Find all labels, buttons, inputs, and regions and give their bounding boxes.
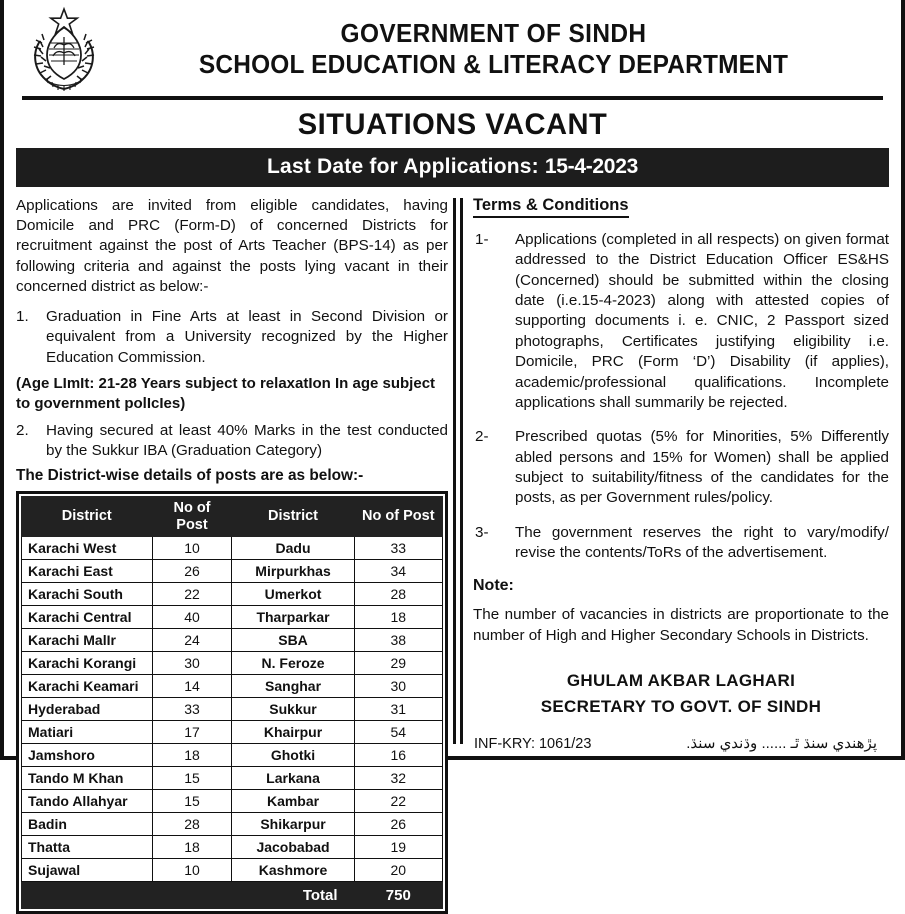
- divider-line-2: [460, 198, 463, 744]
- terms-number: 3-: [475, 523, 489, 541]
- cell-posts-1: 18: [152, 836, 232, 859]
- terms-and-conditions-title: Terms & Conditions: [473, 196, 629, 218]
- total-value: 750: [354, 882, 442, 909]
- cell-district-1: Thatta: [22, 836, 153, 859]
- district-posts-table: [21, 496, 443, 909]
- cell-district-1: Hyderabad: [22, 698, 153, 721]
- cell-posts-1: 40: [152, 606, 232, 629]
- district-posts-table-wrapper: [16, 491, 448, 914]
- cell-district-2: Khairpur: [232, 721, 354, 744]
- cell-district-2: Mirpurkhas: [232, 560, 354, 583]
- cell-posts-1: 28: [152, 813, 232, 836]
- divider-line-1: [453, 198, 456, 744]
- cell-district-2: Larkana: [232, 767, 354, 790]
- table-row: [22, 652, 443, 675]
- cell-district-1: Karachi MalIr: [22, 629, 153, 652]
- page-header: [4, 0, 901, 94]
- cell-district-2: Dadu: [232, 537, 354, 560]
- header-titles: [110, 18, 887, 79]
- table-row: [22, 537, 443, 560]
- cell-posts-1: 22: [152, 583, 232, 606]
- cell-district-1: Tando M Khan: [22, 767, 153, 790]
- cell-posts-2: 16: [354, 744, 442, 767]
- terms-item: [473, 427, 889, 508]
- cell-posts-2: 20: [354, 859, 442, 882]
- cell-district-1: Matiari: [22, 721, 153, 744]
- cell-posts-1: 17: [152, 721, 232, 744]
- cell-posts-2: 28: [354, 583, 442, 606]
- terms-list: [473, 230, 889, 563]
- cell-posts-2: 26: [354, 813, 442, 836]
- criteria-number: 1.: [16, 308, 29, 326]
- column-header-posts-2: No of Post: [354, 497, 442, 537]
- cell-posts-1: 15: [152, 790, 232, 813]
- cell-district-2: Jacobabad: [232, 836, 354, 859]
- table-row: [22, 675, 443, 698]
- cell-posts-2: 30: [354, 675, 442, 698]
- situations-vacant-title: SITUATIONS VACANT: [297, 108, 608, 141]
- table-header: [22, 497, 443, 537]
- cell-posts-2: 31: [354, 698, 442, 721]
- cell-district-1: Karachi East: [22, 560, 153, 583]
- cell-district-1: Karachi South: [22, 583, 153, 606]
- cell-posts-1: 30: [152, 652, 232, 675]
- table-row: [22, 790, 443, 813]
- cell-district-2: Sukkur: [232, 698, 354, 721]
- table-row: [22, 813, 443, 836]
- cell-district-2: Umerkot: [232, 583, 354, 606]
- terms-item: [473, 523, 889, 564]
- cell-posts-2: 34: [354, 560, 442, 583]
- last-date-value: 15-4-2023: [544, 155, 638, 178]
- last-date-banner: [16, 148, 889, 187]
- criteria-item: [16, 421, 448, 461]
- table-footer: [22, 882, 443, 909]
- cell-district-1: Karachi Korangi: [22, 652, 153, 675]
- cell-district-1: Jamshoro: [22, 744, 153, 767]
- column-header-posts-1: No of Post: [152, 497, 232, 537]
- cell-district-2: Ghotki: [232, 744, 354, 767]
- table-row: [22, 560, 443, 583]
- department-title: SCHOOL EDUCATION & LITERACY DEPARTMENT: [198, 49, 789, 79]
- government-of-sindh-emblem-icon: [18, 3, 110, 95]
- criteria-text: Having secured at least 40% Marks in the test conducted by the Sukkur IBA (Graduation Category): [46, 421, 448, 459]
- total-row: [22, 882, 443, 909]
- table-row: [22, 767, 443, 790]
- cell-posts-2: 29: [354, 652, 442, 675]
- intro-paragraph: Applications are invited from eligible candidates, having Domicile and PRC (Form-D) of concerned Districts for recruitment against the post of Arts Teacher (BPS-14) as per following criteria and against the posts lying vacant in their concerned district as below:-: [16, 197, 448, 295]
- cell-posts-2: 33: [354, 537, 442, 560]
- table-row: [22, 606, 443, 629]
- cell-district-2: Kashmore: [232, 859, 354, 882]
- inf-reference: INF-KRY: 1061/23: [474, 736, 592, 752]
- terms-text: Prescribed quotas (5% for Minorities, 5% Differently abled persons and 15% for Women) shall be applied subject to suitability/fitness of the candidates for the posts, as per Government rules/policy.: [515, 428, 889, 507]
- cell-posts-2: 18: [354, 606, 442, 629]
- cell-district-1: Badin: [22, 813, 153, 836]
- cell-district-1: Karachi Keamari: [22, 675, 153, 698]
- terms-item: [473, 230, 889, 413]
- right-column: [468, 196, 889, 914]
- cell-district-1: Karachi Central: [22, 606, 153, 629]
- eligibility-criteria-list: [16, 307, 448, 368]
- column-header-district-2: District: [232, 497, 354, 537]
- cell-posts-1: 10: [152, 859, 232, 882]
- criteria-item: [16, 307, 448, 368]
- cell-posts-1: 33: [152, 698, 232, 721]
- district-details-lead: The District-wise details of posts are as below:-: [16, 467, 364, 485]
- terms-number: 2-: [475, 428, 489, 446]
- note-body: The number of vacancies in districts are proportionate to the number of High and Higher Secondary Schools in Districts.: [473, 606, 889, 644]
- table-row: [22, 859, 443, 882]
- cell-district-2: Sanghar: [232, 675, 354, 698]
- terms-text: Applications (completed in all respects) on given format addressed to the District Education Officer ES&HS (Concerned) should be submitted within the closing date (i.e.15-4-2023) along with attested copies of supporting documents i. e. CNIC, 2 Passport sized photographs, Certificates justifying eligibility i.e. Domicile, PRC (Form ‘D’) Disability (if applies), academic/professional qualifications. Incomplete applications shall summarily be rejected.: [515, 231, 889, 411]
- cell-district-2: Kambar: [232, 790, 354, 813]
- column-header-district-1: District: [22, 497, 153, 537]
- table-row: [22, 698, 443, 721]
- cell-posts-2: 22: [354, 790, 442, 813]
- table-body: [22, 537, 443, 882]
- cell-district-2: N. Feroze: [232, 652, 354, 675]
- terms-text: The government reserves the right to vary/modify/ revise the contents/ToRs of the advertisement.: [515, 523, 889, 562]
- body-columns: [4, 187, 901, 914]
- table-row: [22, 836, 443, 859]
- cell-posts-1: 24: [152, 629, 232, 652]
- cell-posts-1: 18: [152, 744, 232, 767]
- last-date-label: Last Date for Applications:: [267, 155, 539, 178]
- cell-posts-1: 14: [152, 675, 232, 698]
- table-header-row: [22, 497, 443, 537]
- government-title: GOVERNMENT OF SINDH: [340, 18, 647, 49]
- cell-posts-2: 54: [354, 721, 442, 744]
- cell-district-2: Tharparkar: [232, 606, 354, 629]
- cell-posts-2: 38: [354, 629, 442, 652]
- table-row: [22, 583, 443, 606]
- total-label: Total: [22, 882, 355, 909]
- page-footer: [4, 734, 901, 752]
- column-divider: [448, 196, 468, 914]
- cell-posts-1: 10: [152, 537, 232, 560]
- eligibility-criteria-list-2: [16, 421, 448, 461]
- cell-district-1: Sujawal: [22, 859, 153, 882]
- age-limit-note: (Age LImIt: 21-28 Years subject to relaxatIon In age subject to government polIcIes): [16, 374, 436, 412]
- signatory-name: GHULAM AKBAR LAGHARI: [566, 671, 796, 691]
- criteria-text: Graduation in Fine Arts at least in Second Division or equivalent from a University recognized by the Higher Education Commission.: [46, 308, 448, 366]
- criteria-number: 2.: [16, 421, 29, 439]
- table-row: [22, 629, 443, 652]
- signatory-block: [473, 668, 889, 719]
- note-title: Note:: [473, 577, 514, 595]
- cell-posts-2: 32: [354, 767, 442, 790]
- terms-number: 1-: [475, 231, 489, 248]
- cell-district-1: Karachi West: [22, 537, 153, 560]
- cell-district-2: SBA: [232, 629, 354, 652]
- cell-posts-1: 26: [152, 560, 232, 583]
- cell-posts-1: 15: [152, 767, 232, 790]
- signatory-designation: SECRETARY TO GOVT. OF SINDH: [540, 696, 822, 716]
- cell-district-1: Tando Allahyar: [22, 790, 153, 813]
- cell-posts-2: 19: [354, 836, 442, 859]
- cell-district-2: Shikarpur: [232, 813, 354, 836]
- sindhi-slogan: پڙهندي سنڌ ٿـ ...... وڌندي سنڌ.: [686, 735, 877, 752]
- left-column: [16, 196, 448, 914]
